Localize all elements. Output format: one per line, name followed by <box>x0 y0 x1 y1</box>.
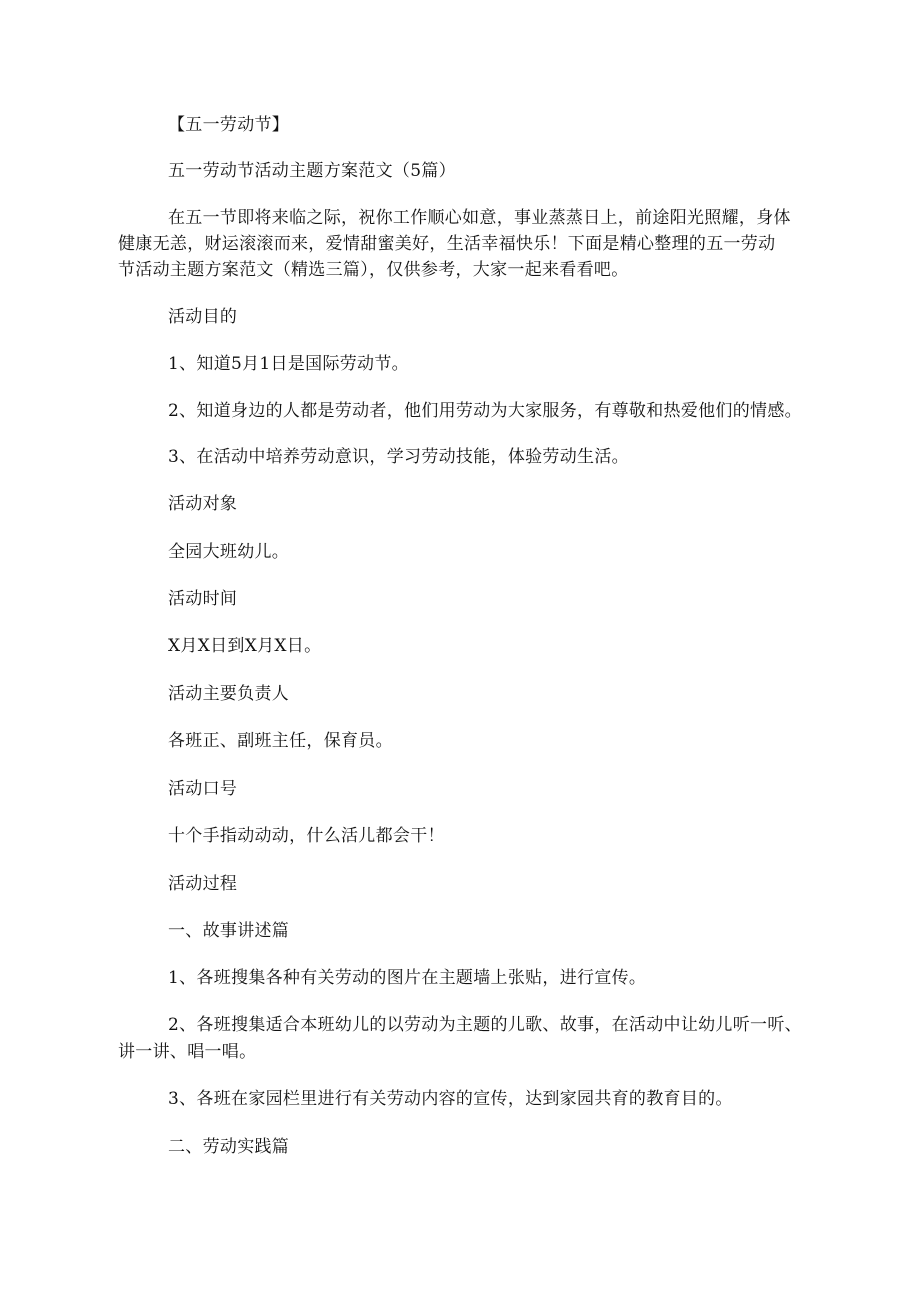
part1-item-2-line-1: 2、各班搜集适合本班幼儿的以劳动为主题的儿歌、故事，在活动中让幼儿听一听、 <box>168 1015 802 1035</box>
time-text: X月X日到X月X日。 <box>168 636 322 656</box>
part1-item-3: 3、各班在家园栏里进行有关劳动内容的宣传，达到家园共育的教育目的。 <box>168 1089 733 1109</box>
target-title: 活动对象 <box>168 494 238 514</box>
document-subtitle: 五一劳动节活动主题方案范文（5篇） <box>168 161 456 181</box>
leader-text: 各班正、副班主任，保育员。 <box>168 731 393 751</box>
intro-line-1: 在五一节即将来临之际，祝你工作顺心如意，事业蒸蒸日上，前途阳光照耀，身体 <box>168 208 791 228</box>
part1-item-1: 1、各班搜集各种有关劳动的图片在主题墙上张贴，进行宣传。 <box>168 968 647 988</box>
slogan-title: 活动口号 <box>168 779 238 799</box>
purpose-item-1: 1、知道5月1日是国际劳动节。 <box>168 354 409 374</box>
purpose-item-2: 2、知道身边的人都是劳动者，他们用劳动为大家服务，有尊敬和热爱他们的情感。 <box>168 401 802 421</box>
slogan-text: 十个手指动动动，什么活儿都会干！ <box>168 826 445 846</box>
process-title: 活动过程 <box>168 874 238 894</box>
leader-title: 活动主要负责人 <box>168 684 290 704</box>
document-heading: 【五一劳动节】 <box>168 115 290 135</box>
purpose-title: 活动目的 <box>168 307 238 327</box>
part1-title: 一、故事讲述篇 <box>168 921 290 941</box>
purpose-item-3: 3、在活动中培养劳动意识，学习劳动技能，体验劳动生活。 <box>168 447 629 467</box>
part2-title: 二、劳动实践篇 <box>168 1137 290 1157</box>
intro-line-2: 健康无恙，财运滚滚而来，爱情甜蜜美好，生活幸福快乐！下面是精心整理的五一劳动 <box>118 234 776 254</box>
part1-item-2-line-2: 讲一讲、唱一唱。 <box>118 1042 257 1062</box>
time-title: 活动时间 <box>168 589 238 609</box>
intro-line-3: 节活动主题方案范文（精选三篇），仅供参考，大家一起来看看吧。 <box>118 260 629 280</box>
target-text: 全园大班幼儿。 <box>168 542 290 562</box>
